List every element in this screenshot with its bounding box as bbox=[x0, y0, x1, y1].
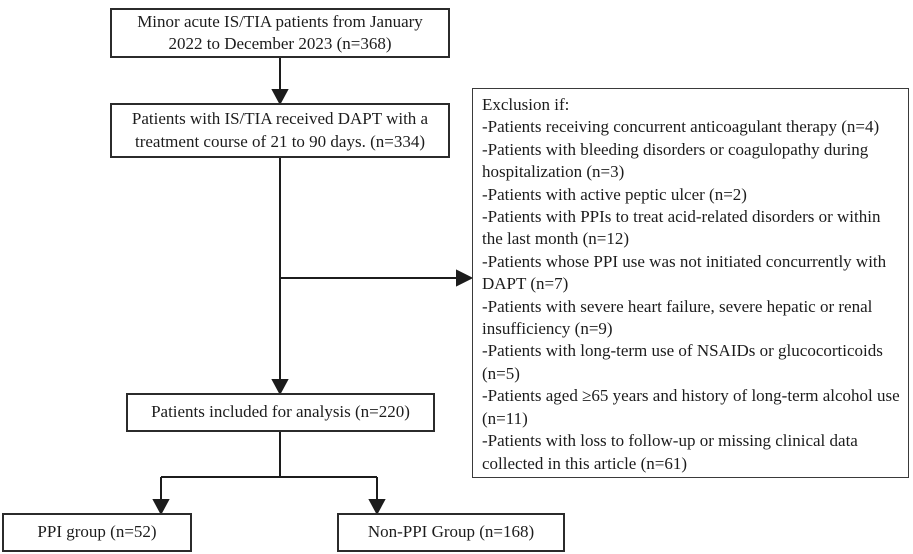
box-screened-patients bbox=[110, 8, 450, 58]
exclusion-item: -Patients with loss to follow-up or missing clinical data collected in this article (n=61) bbox=[482, 431, 858, 473]
box-non-ppi-group bbox=[337, 513, 565, 552]
exclusion-title: Exclusion if: bbox=[482, 95, 570, 114]
box-included-for-analysis-label: Patients included for analysis (n=220) bbox=[151, 402, 410, 422]
exclusion-item: -Patients with PPIs to treat acid-related disorders or within the last month (n=12) bbox=[482, 207, 881, 249]
box-dapt-patients-label: Patients with IS/TIA received DAPT with a treatment course of 21 to 90 days. (n=334) bbox=[131, 109, 429, 151]
box-ppi-group-label: PPI group (n=52) bbox=[37, 522, 157, 542]
box-screened-patients-label: Minor acute IS/TIA patients from January 2022 to December 2023 (n=368) bbox=[137, 11, 423, 53]
arrowhead-top-to-dapt bbox=[273, 90, 287, 103]
box-included-for-analysis bbox=[126, 393, 435, 432]
exclusion-item: -Patients aged ≥65 years and history of long-term alcohol use (n=11) bbox=[482, 386, 900, 428]
exclusion-item: -Patients receiving concurrent anticoagulant therapy (n=4) bbox=[482, 117, 880, 137]
exclusion-item: -Patients with severe heart failure, severe hepatic or renal insufficiency (n=9) bbox=[482, 296, 873, 339]
box-exclusion-criteria bbox=[472, 88, 909, 478]
box-dapt-patients bbox=[110, 103, 450, 158]
exclusion-item: -Patients whose PPI use was not initiated concurrently with DAPT (n=7) bbox=[482, 251, 887, 294]
arrowhead-dapt-to-included bbox=[273, 380, 287, 393]
arrowhead-to-nonppi bbox=[370, 500, 384, 513]
exclusion-item: -Patients with long-term use of NSAIDs or glucocorticoids (n=5) bbox=[482, 341, 883, 383]
box-non-ppi-group-label: Non-PPI Group (n=168) bbox=[367, 522, 535, 542]
box-ppi-group bbox=[2, 513, 192, 552]
exclusion-item: -Patients with bleeding disorders or coagulopathy during hospitalization (n=3) bbox=[482, 139, 869, 182]
exclusion-item: -Patients with active peptic ulcer (n=2) bbox=[482, 184, 747, 204]
arrowhead-branch-to-exclusion bbox=[457, 271, 471, 285]
arrowhead-to-ppi bbox=[154, 500, 168, 513]
